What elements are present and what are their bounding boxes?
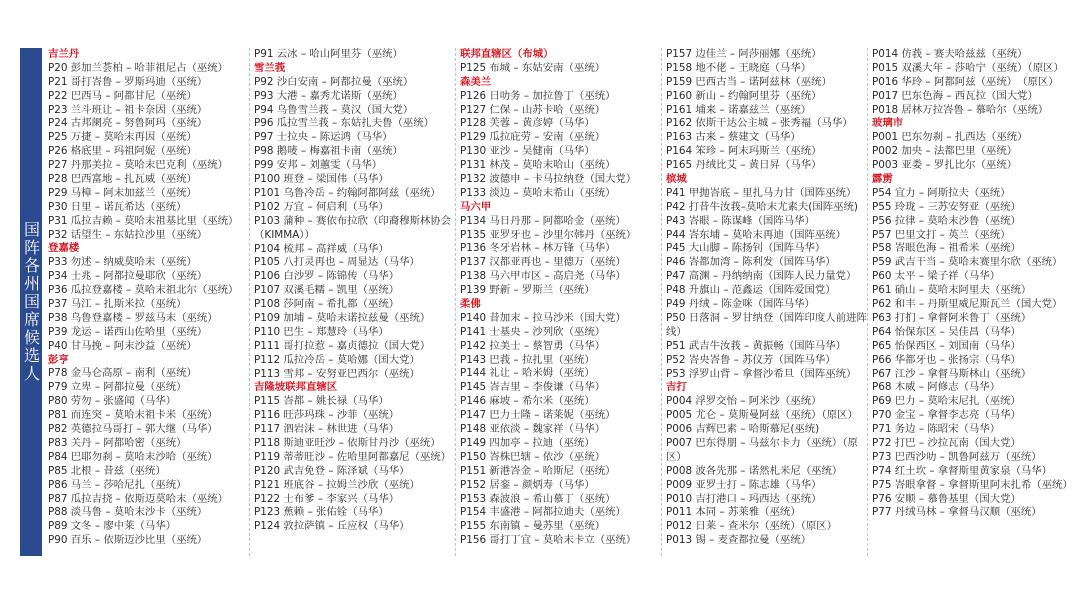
candidate-entry: P49 丹绒 – 陈金咪（国阵马华） (666, 298, 815, 311)
state-heading: 吉打 (666, 381, 687, 394)
candidate-entry: P016 华玲 – 阿都阿兹（巫统） （原区） (872, 75, 1059, 88)
candidate-entry: P41 甲抛峇底 – 里扎马力甘（国阵巫统） (666, 186, 857, 199)
state-heading: 雪兰莪 (254, 61, 286, 74)
candidate-entry: P010 吉打港口 – 玛西达（巫统） (666, 492, 822, 505)
candidate-entry: P75 峇眼拿督 – 拿督斯里阿末扎希（巫统） (872, 478, 1073, 491)
column-3 (456, 48, 662, 556)
candidate-entry: P47 高渊 – 丹纳纳南（国阵人民力量党） (666, 270, 857, 283)
candidate-entry: P23 兰斗班让 – 祖卡奈因（巫统） (48, 103, 208, 116)
candidate-entry: P015 双溪大年 – 莎哈宁（巫统）（原区） (872, 61, 1064, 74)
candidate-entry: P108 莎阿南 – 希扎都（巫统） (254, 298, 400, 311)
state-heading: 彭亨 (48, 353, 69, 366)
candidate-entry: P129 瓜拉庇劳 – 安南（巫统） (460, 131, 606, 144)
candidate-entry: P144 礼让 – 哈米姆（巫统） (460, 367, 595, 380)
candidate-entry: P152 居銮 – 颜炳寿（马华） (460, 478, 595, 491)
candidate-entry: P017 巴东色海 – 西瓦拉（国大党） (872, 89, 1038, 102)
candidate-entry: P135 亚罗牙也 – 沙里尔韩丹（巫统） (460, 228, 637, 241)
state-heading: 柔佛 (460, 298, 481, 311)
candidate-entry: P84 巴耶勿刹 – 莫哈末沙哈（巫统） (48, 450, 218, 463)
candidate-entry: P148 亚依淡 – 魏家祥（马华） (460, 423, 606, 436)
candidate-entry: P008 波各先那 – 诺然札米尼（巫统） (666, 464, 843, 477)
candidate-entry: P121 班底谷 – 拉姆兰沙欣（巫统） (254, 478, 420, 491)
candidate-entry: P56 拉律 – 莫哈末沙鲁（巫统） (872, 214, 1021, 227)
candidate-entry: P40 甘马挽 – 阿末沙益（巫统） (48, 339, 197, 352)
candidate-entry: P164 笨珍 – 阿末玛斯兰（巫统） (666, 145, 822, 158)
candidate-entry: P014 仿莪 – 赛夫哈兹兹（巫统） (872, 48, 1028, 60)
candidate-entry: P37 马江 – 扎斯米拉（巫统） (48, 298, 187, 311)
column-1 (44, 48, 250, 556)
candidate-entry: P002 加央 – 法都巴里（巫统） (872, 145, 1018, 158)
candidate-entry: P154 丰盛港 – 阿都拉迪夫（巫统） (460, 506, 626, 519)
candidate-entry: P31 瓜拉吉赖 – 莫哈末祖基比里（巫统） (48, 214, 239, 227)
candidate-entry: P111 哥打拉惹 – 嘉贞德拉（国大党） (254, 339, 431, 352)
candidate-entry: P65 怡保西区 – 刘国南（马华） (872, 339, 1021, 352)
candidate-entry: P64 怡保东区 – 吴佳昌（马华） (872, 325, 1021, 338)
candidate-entry: P136 冬牙岩林 – 林万锋（马华） (460, 242, 616, 255)
candidate-entry: P34 士兆 – 阿都拉曼耶欣（巫统） (48, 270, 208, 283)
candidate-entry: P012 日莱 – 查米尔（巫统）（原区） (666, 520, 838, 533)
candidate-entry: P43 峇眼 – 陈谋峰（国阵马华） (666, 214, 815, 227)
candidate-entry: P82 英德拉马哥打 – 郭大继（马华） (48, 423, 218, 436)
candidate-entry: P128 芙蓉 – 黄彦婷（马华） (460, 117, 595, 130)
candidate-entry: P138 马六甲市区 – 高启尧（马华） (460, 270, 626, 283)
candidate-entry: P70 金宝 – 拿督李志亮（马华） (872, 409, 1021, 422)
candidate-entry: P151 新港峇金 – 哈斯尼（巫统） (460, 464, 616, 477)
candidate-entry: P156 哥打丁宜 – 莫哈末卡立（巫统） (460, 534, 637, 547)
candidate-entry: P113 雪邦 – 安努亚巴西尔（巫统） (254, 367, 420, 380)
candidate-entry: P36 瓜拉登嘉楼 – 莫哈末祖北尔（巫统） (48, 284, 239, 297)
candidate-entry: P44 峇东埔 – 莫哈末再迪（国阵巫统） (666, 228, 847, 241)
candidate-entry: P158 地不佬 – 王晓庭（马华） (666, 61, 812, 74)
candidate-entry: P86 马兰 – 莎哈尼扎（巫统） (48, 478, 187, 491)
candidate-entry: P66 华都牙也 – 张扬宗（马华） (872, 353, 1021, 366)
candidate-entry: P165 丹绒比艾 – 黄日昇（马华） (666, 159, 822, 172)
candidate-entry: P61 硝山 – 莫哈末阿里夫（巫统） (872, 284, 1032, 297)
candidate-entry: P53 浮罗山背 – 拿督沙希旦（国阵巫统） (666, 367, 857, 380)
state-heading: 槟城 (666, 173, 687, 186)
candidate-entry: P83 关丹 – 阿都哈密（巫统） (48, 436, 187, 449)
candidate-entry: P60 太平 – 梁子祥（马华） (872, 270, 1001, 283)
candidate-entry: P25 万捷 – 莫哈末再因（巫统） (48, 131, 197, 144)
candidate-entry: P24 古邦阑亮 – 努鲁阿玛（巫统） (48, 117, 208, 130)
candidate-entry: P92 沙白安南 – 阿都拉曼（巫统） (254, 75, 414, 88)
candidate-entry: P76 安顺 – 慕鲁基里（国大党） (872, 492, 1021, 505)
candidate-entry: P123 蕉赖 – 张佑铨（马华） (254, 506, 389, 519)
candidate-entry: P38 乌鲁登嘉楼 – 罗兹马末（巫统） (48, 311, 218, 324)
candidate-entry: P96 瓜拉雪兰莪 – 东姑扎夫鲁（巫统） (254, 117, 435, 130)
candidate-entry: P160 新山 – 约翰阿里芬（巫统） (666, 89, 822, 102)
candidate-entry: P134 马日丹那 – 阿都哈金（巫统） (460, 214, 626, 227)
candidate-entry: P67 江沙 – 拿督马斯林山（巫统） (872, 367, 1032, 380)
candidate-entry: P109 加埔 – 莫哈末诺拉兹曼（巫统） (254, 311, 431, 324)
candidate-entry: P118 斯迪亚旺沙 – 依斯甘丹沙（巫统） (254, 436, 441, 449)
candidate-entry: P142 拉美士 – 蔡智勇（马华） (460, 339, 606, 352)
candidate-entry: P68 木威 – 阿修志（马华） (872, 381, 1001, 394)
candidate-entry: P48 升旗山 – 范鑫运（国阵爱国党） (666, 284, 836, 297)
column-2 (250, 48, 456, 556)
candidate-entry: P137 汉都亚再也 – 里德万（巫统） (460, 256, 626, 269)
candidate-entry: P153 森波浪 – 希山慕丁（巫统） (460, 492, 616, 505)
candidate-entry: P130 亚沙 – 吴健南（马华） (460, 145, 595, 158)
sidebar-title: 国阵各州国席候选人 (21, 221, 41, 383)
candidate-entry: P90 百乐 – 依斯迈沙比里（巫统） (48, 534, 208, 547)
state-heading: 联邦直辖区（布城） (460, 48, 554, 60)
candidate-entry: P30 日里 – 诺瓦希达（巫统） (48, 200, 187, 213)
candidate-entry: P99 安邦 – 刘蕙雯（马华） (254, 159, 383, 172)
state-heading: 森美兰 (460, 75, 492, 88)
candidate-entry: P20 彭加兰荟柏 – 哈菲祖尼占（巫统） (48, 61, 229, 74)
candidate-entry: P59 武吉干当 – 莫哈末赛里尔欣（巫统） (872, 256, 1063, 269)
candidate-entry: P013 锡 – 麦查都拉曼（巫统） (666, 534, 812, 547)
candidate-entry: P73 巴西沙叻 – 凯鲁阿兹万（巫统） (872, 450, 1042, 463)
candidate-entry: P110 巴生 – 郑慧玲（马华） (254, 325, 389, 338)
candidate-entry: P107 双溪毛糯 – 凯里（巫统） (254, 284, 400, 297)
candidate-entry: P85 北根 – 昔兹（巫统） (48, 464, 166, 477)
candidate-entry: P116 旺莎玛珠 – 沙菲（巫统） (254, 409, 400, 422)
candidate-entry: P29 马樟 – 阿末加兹兰（巫统） (48, 186, 197, 199)
candidate-entry: P74 红土坎 – 拿督斯里黄家泉（马华） (872, 464, 1053, 477)
candidate-entry: P122 士布爹 – 李家兴（马华） (254, 492, 400, 505)
candidate-entry: P132 波德申 – 卡马拉纳登（国大党） (460, 173, 637, 186)
candidate-entry: P45 大山脚 – 陈扬钊（国阵马华） (666, 242, 826, 255)
column-5 (868, 48, 1074, 556)
candidate-entry: P007 巴东得朋 – 马兹尔卡力（巫统）（原区） (666, 436, 858, 463)
candidate-entry: P33 勿述 – 纳威莫哈末（巫统） (48, 256, 197, 269)
candidate-entry: P88 淡马鲁 – 莫哈末沙卡（巫统） (48, 506, 208, 519)
candidate-entry: P125 布城 – 东姑安南（巫统） (460, 61, 606, 74)
candidate-entry: P57 巴里文打 – 英兰（巫统） (872, 228, 1011, 241)
candidate-columns (44, 48, 1078, 556)
candidate-entry: P150 峇株巴辖 – 依沙（巫统） (460, 450, 606, 463)
candidate-entry: P77 丹绒马林 – 拿督马汉顺（巫统） (872, 506, 1042, 519)
candidate-entry: P006 吉辉巴素 – 哈斯慕尼(巫统) (666, 423, 820, 436)
candidate-entry: P143 巴莪 – 拉扎里（巫统） (460, 353, 595, 366)
candidate-entry: P162 依斯干达公主城 – 张秀福（马华） (666, 117, 853, 130)
candidate-entry: P124 敦拉萨镇 – 丘应权（马华） (254, 520, 410, 533)
candidate-entry: P004 浮罗交怡 – 阿米沙（巫统） (666, 395, 822, 408)
candidate-entry: P42 打昔牛汝莪–莫哈末尤素夫(国阵巫统) (666, 200, 858, 213)
candidate-entry: P126 日叻务 – 加拉鲁丁（巫统） (460, 89, 616, 102)
candidate-entry: P127 仁保 – 山苏卡哈（巫统） (460, 103, 606, 116)
candidate-entry: P140 昔加末 – 拉马沙米（国大党） (460, 311, 626, 324)
candidate-entry: P115 峇都 – 姚长禄（马华） (254, 395, 389, 408)
candidate-entry: P139 野新 – 罗斯兰（巫统） (460, 284, 595, 297)
candidate-entry: P106 白沙罗 – 陈锦传（马华） (254, 270, 400, 283)
candidate-entry: P94 乌鲁雪兰莪 – 莫汉（国大党） (254, 103, 414, 116)
candidate-entry: P001 巴东勿刹 – 扎西达（巫统） (872, 131, 1028, 144)
candidate-entry: P91 云冰 – 哈山阿里芬（巫统） (254, 48, 403, 60)
candidate-entry: P163 古来 – 蔡建文（马华） (666, 131, 801, 144)
candidate-entry: P87 瓜拉吉挠 – 依斯迈莫哈末（巫统） (48, 492, 229, 505)
candidate-entry: P147 巴力士隆 – 诺莱妮（巫统） (460, 409, 616, 422)
candidate-entry: P72 打巴 – 沙拉瓦南（国大党） (872, 436, 1021, 449)
candidate-entry: P81 而连突 – 莫哈末祖卡米（巫统） (48, 409, 218, 422)
state-heading: 登嘉楼 (48, 242, 80, 255)
candidate-entry: P159 巴西古当 – 诺阿兹林（巫统） (666, 75, 832, 88)
candidate-entry: P018 居林万拉峇鲁 – 慕哈尔（巫统） (872, 103, 1049, 116)
candidate-entry: P101 乌鲁冷岳 – 约翰阿都阿兹（巫统） (254, 186, 441, 199)
state-heading: 玻璃市 (872, 117, 904, 130)
candidate-entry: P005 尤仑 – 莫斯曼阿兹（巫统）（原区） (666, 409, 858, 422)
candidate-entry: P155 东南镇 – 曼苏里（巫统） (460, 520, 606, 533)
candidate-entry: P69 巴力 – 莫哈末尼扎（巫统） (872, 395, 1021, 408)
candidate-entry: P149 四加亭 – 拉迪（巫统） (460, 436, 595, 449)
candidate-entry: P46 峇都加湾 – 陈利发（国阵马华） (666, 256, 836, 269)
candidate-entry: P157 边佳兰 – 阿莎丽娜（巫统） (666, 48, 822, 60)
candidate-entry: P98 鹅唛 – 梅嘉祖卡南（巫统） (254, 145, 403, 158)
candidate-entry: P146 麻坡 – 希尔米（巫统） (460, 395, 595, 408)
candidate-entry: P62 和丰 – 丹斯里威尼斯瓦兰（国大党） (872, 298, 1063, 311)
candidate-entry: P27 丹那美拉 – 莫哈末巴克利（巫统） (48, 159, 229, 172)
candidate-entry: P50 日落洞 – 罗甘纳登（国阵印度人前进阵线） (666, 311, 867, 338)
candidate-entry: P80 劳勿 – 张盛闻（马华） (48, 395, 177, 408)
candidate-entry: P54 宜力 – 阿斯拉夫（巫统） (872, 186, 1011, 199)
candidate-entry: P32 话望生 – 东姑拉沙里（巫统） (48, 228, 208, 241)
candidate-entry: P100 班登 – 梁国伟（马华） (254, 173, 389, 186)
candidate-entry: P131 林茂 – 莫哈末哈山（巫统） (460, 159, 616, 172)
candidate-entry: P39 龙运 – 诺西山佐哈里（巫统） (48, 325, 208, 338)
candidate-entry: P133 淡边 – 莫哈末希山（巫统） (460, 186, 616, 199)
candidate-entry: P51 武吉牛汝莪 – 黄振畅（国阵马华） (666, 339, 847, 352)
candidate-entry: P55 玲珑 – 三苏安努亚（巫统） (872, 200, 1021, 213)
candidate-entry: P97 士拉央 – 陈运鸿（马华） (254, 131, 393, 144)
candidate-entry: P112 瓜拉冷岳 – 莫哈娜（国大党） (254, 353, 420, 366)
candidate-entry: P009 亚罗士打 – 陈志雄（马华） (666, 478, 822, 491)
candidate-entry: P119 蒂蒂旺沙 – 佐哈里阿都嘉尼（巫统） (254, 450, 452, 463)
state-heading: 吉兰丹 (48, 48, 80, 60)
candidate-entry: P93 大港 – 嘉秀尤诺斯（巫统） (254, 89, 403, 102)
candidate-entry: P141 士基央 – 沙列欣（巫统） (460, 325, 606, 338)
candidate-entry: P63 打扪 – 拿督阿米鲁丁（巫统） (872, 311, 1032, 324)
state-heading: 霹雳 (872, 173, 893, 186)
state-heading: 吉隆坡联邦直辖区 (254, 381, 338, 394)
candidate-entry: P89 文冬 – 廖中莱（马华） (48, 520, 177, 533)
candidate-entry: P22 巴西马 – 阿都甘尼（巫统） (48, 89, 197, 102)
candidate-entry: P003 亚娄 – 罗扎比尔（巫统） (872, 159, 1018, 172)
candidate-entry: P104 梳邦 – 高祥威（马华） (254, 242, 389, 255)
candidate-entry: P28 巴西富地 – 扎瓦威（巫统） (48, 173, 197, 186)
candidate-entry: P117 泗岩沫 – 林世进（马华） (254, 423, 400, 436)
sidebar-banner (20, 48, 42, 556)
column-4 (662, 48, 868, 556)
candidate-entry: P145 峇吉里 – 李俊谦（马华） (460, 381, 606, 394)
candidate-entry: P105 八打灵再也 – 周显达（马华） (254, 256, 420, 269)
candidate-entry: P52 峇央峇鲁 – 苏仪芳（国阵马华） (666, 353, 836, 366)
candidate-entry: P58 峇眼色海 – 祖希米（巫统） (872, 242, 1021, 255)
candidate-entry: P78 金马仑高原 – 南利（巫统） (48, 367, 197, 380)
candidate-entry: P102 万宜 – 何启利（马华） (254, 200, 389, 213)
candidate-entry: P011 本同 – 苏莱雅（巫统） (666, 506, 801, 519)
state-heading: 马六甲 (460, 200, 492, 213)
candidate-entry: P79 立卑 – 阿都拉曼（巫统） (48, 381, 187, 394)
candidate-entry: P71 务边 – 陈昭宋（马华） (872, 423, 1001, 436)
candidate-entry: P26 格底里 – 玛祖阿妮（巫统） (48, 145, 197, 158)
candidate-entry: P161 埔来 – 诺嘉兹兰（巫统） (666, 103, 812, 116)
candidate-entry: P103 蒲种 – 赛依布拉欣（印裔穆斯林协会（KIMMA）） (254, 214, 452, 241)
candidate-entry: P120 武吉免登 – 陈泽斌（马华） (254, 464, 410, 477)
candidate-entry: P21 哥打峇鲁 – 罗斯玛迪（巫统） (48, 75, 208, 88)
